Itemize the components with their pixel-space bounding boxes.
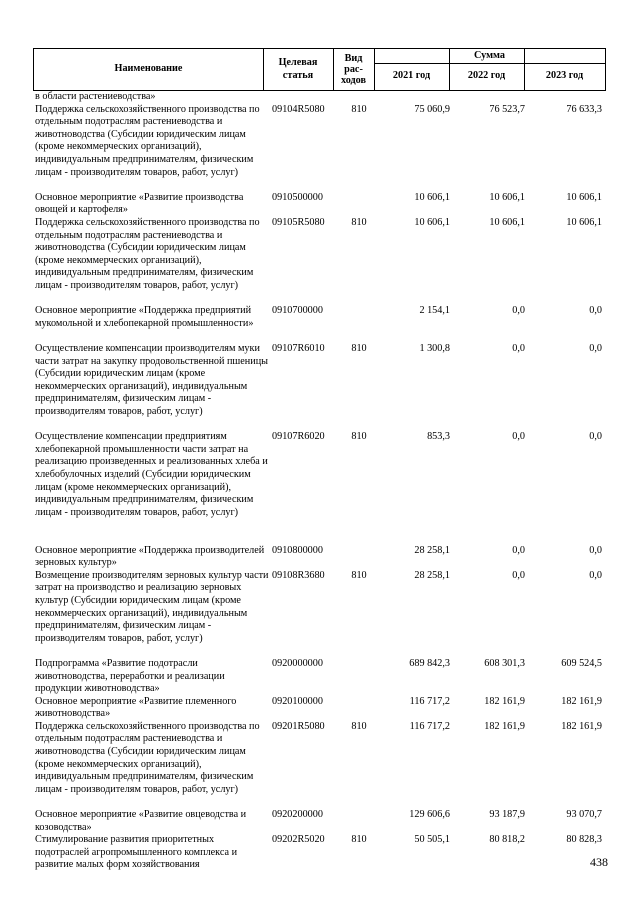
- table-row: [33, 696, 606, 721]
- table-header: [33, 48, 606, 91]
- row-2021: 2 154,1: [419, 305, 450, 317]
- row-2021: 116 717,2: [409, 695, 450, 707]
- row-vid: [339, 696, 379, 721]
- header-vid: Вид рас-ходов: [340, 53, 366, 86]
- row-2021: [379, 91, 454, 104]
- row-code: 0910500000: [272, 191, 323, 203]
- row-name: Основное мероприятие «Поддержка производителей зерновых культур»: [35, 544, 265, 569]
- row-2023: 0,0: [589, 431, 602, 443]
- table-row: [33, 217, 606, 305]
- row-2022: [454, 91, 529, 104]
- row-2023: 182 161,9: [561, 695, 602, 707]
- row-name: в области растениеводства»: [35, 91, 156, 102]
- row-2022: 0,0: [512, 569, 525, 581]
- row-2023: 0,0: [589, 342, 602, 354]
- row-2023: 182 161,9: [561, 720, 602, 732]
- row-vid: [339, 91, 379, 104]
- row-2023: 0,0: [589, 305, 602, 317]
- row-2023: [529, 91, 606, 104]
- row-2023: 0,0: [589, 569, 602, 581]
- row-vid: 810: [351, 569, 367, 581]
- row-code: [269, 91, 339, 104]
- row-2022: 80 818,2: [489, 834, 525, 846]
- row-name: Осуществление компенсации предприятиям хлебопекарной промышленности части затрат на реализацию произведенных и реализованных хлеба и хлебобулочных изделий (Субсидии юридическим лицам (кроме некоммерческих организаций), индивидуальным предпринимателям, физическим лицам - производителям товаров, работ, услуг): [35, 431, 268, 518]
- row-2021: 75 060,9: [414, 103, 450, 115]
- row-vid: [339, 305, 379, 343]
- table-row: [33, 834, 606, 872]
- row-2021: 853,3: [427, 431, 450, 443]
- table-body: [33, 91, 606, 872]
- row-code: 09105R5080: [272, 216, 325, 228]
- row-name: Возмещение производителям зерновых культур части затрат на производство и реализацию зерновых культур (Субсидии юридическим лицам (кроме некоммерческих организаций), индивидуальным предпринимателям, физическим лицам - производителям товаров, работ, услуг): [35, 569, 269, 644]
- row-code: 09108R3680: [272, 569, 325, 581]
- table-row: [33, 431, 606, 544]
- row-name: Основное мероприятие «Развитие овцеводства и козоводства»: [35, 809, 247, 833]
- row-2023: 609 524,5: [561, 657, 602, 669]
- header-2021: 2021 год: [392, 70, 431, 82]
- row-name: Основное мероприятие «Развитие племенного животноводства»: [35, 695, 237, 720]
- row-2021: 28 258,1: [414, 569, 450, 581]
- row-2021: 129 606,6: [409, 809, 450, 821]
- table-row: [33, 192, 606, 217]
- row-2022: 93 187,9: [489, 809, 525, 821]
- row-name: Основное мероприятие «Поддержка предприятий мукомольной и хлебопекарной промышленности»: [35, 305, 254, 329]
- row-code: 0910700000: [272, 305, 323, 317]
- row-2022: 10 606,1: [489, 216, 525, 228]
- row-vid: [339, 545, 379, 570]
- row-2022: 0,0: [512, 342, 525, 354]
- row-2021: 689 842,3: [409, 657, 450, 669]
- row-code: 09107R6010: [272, 342, 325, 354]
- row-2023: 80 828,3: [566, 834, 602, 846]
- table-row: [33, 809, 606, 834]
- row-code: 0920200000: [272, 809, 323, 821]
- row-2022: 182 161,9: [484, 695, 525, 707]
- row-2022: 0,0: [512, 544, 525, 556]
- table-row: [33, 570, 606, 658]
- row-vid: 810: [351, 342, 367, 354]
- header-target: Целевая статья: [278, 56, 318, 81]
- header-2022: 2022 год: [467, 70, 506, 82]
- table-row: [33, 721, 606, 809]
- row-2021: 10 606,1: [414, 216, 450, 228]
- row-2023: 10 606,1: [566, 191, 602, 203]
- row-2022: 76 523,7: [489, 103, 525, 115]
- header-2023: 2023 год: [545, 70, 584, 82]
- row-code: 09201R5080: [272, 720, 325, 732]
- table-row: [33, 91, 606, 104]
- row-vid: 810: [351, 720, 367, 732]
- header-sum: Сумма: [474, 49, 505, 61]
- row-2023: 10 606,1: [566, 216, 602, 228]
- table-row: [33, 343, 606, 431]
- row-name: Подпрограмма «Развитие подотрасли животноводства, переработки и реализации продукции животноводства»: [35, 657, 225, 695]
- row-code: 0920100000: [272, 695, 323, 707]
- row-name: Поддержка сельскохозяйственного производства по отдельным подотраслям растениеводства и животноводства (Субсидии юридическим лицам (кроме некоммерческих организаций), индивидуальным предпринимателям, физическим лицам - производителям товаров, работ, услуг): [35, 720, 260, 795]
- table-row: [33, 305, 606, 343]
- row-2023: 93 070,7: [566, 809, 602, 821]
- row-2022: 608 301,3: [484, 657, 525, 669]
- row-name: Поддержка сельскохозяйственного производства по отдельным подотраслям растениеводства и животноводства (Субсидии юридическим лицам (кроме некоммерческих организаций), индивидуальным предпринимателям, физическим лицам - производителям товаров, работ, услуг): [35, 103, 260, 178]
- header-name: Наименование: [114, 63, 183, 75]
- row-vid: [339, 192, 379, 217]
- row-vid: 810: [351, 834, 367, 846]
- row-vid: 810: [351, 103, 367, 115]
- row-name: Поддержка сельскохозяйственного производства по отдельным подотраслям растениеводства и животноводства (Субсидии юридическим лицам (кроме некоммерческих организаций), индивидуальным предпринимателям, физическим лицам - производителям товаров, работ, услуг): [35, 216, 260, 291]
- table-row: [33, 104, 606, 192]
- row-vid: [339, 809, 379, 834]
- row-code: 09202R5020: [272, 834, 325, 846]
- row-2023: 0,0: [589, 544, 602, 556]
- table-row: [33, 658, 606, 696]
- row-vid: 810: [351, 431, 367, 443]
- row-2021: 28 258,1: [414, 544, 450, 556]
- row-vid: [339, 658, 379, 696]
- row-name: Стимулирование развития приоритетных подотраслей агропромышленного комплекса и развитие малых форм хозяйствования: [35, 834, 238, 871]
- row-2022: 10 606,1: [489, 191, 525, 203]
- row-vid: 810: [351, 216, 367, 228]
- row-2022: 0,0: [512, 305, 525, 317]
- row-2021: 50 505,1: [414, 834, 450, 846]
- row-code: 0910800000: [272, 544, 323, 556]
- row-name: Основное мероприятие «Развитие производства овощей и картофеля»: [35, 191, 244, 216]
- row-2023: 76 633,3: [566, 103, 602, 115]
- page-number: 438: [590, 855, 608, 869]
- row-2022: 182 161,9: [484, 720, 525, 732]
- table-row: [33, 545, 606, 570]
- row-code: 09104R5080: [272, 103, 325, 115]
- row-code: 09107R6020: [272, 431, 325, 443]
- row-name: Осуществление компенсации производителям муки части затрат на закупку продовольственной пшеницы (Субсидии юридическим лицам (кроме некоммерческих организаций), индивидуальным предпринимателям, физическим лицам - производителям товаров, работ, услуг): [35, 342, 269, 417]
- row-code: 0920000000: [272, 657, 323, 669]
- row-2021: 1 300,8: [419, 342, 450, 354]
- row-2022: 0,0: [512, 431, 525, 443]
- row-2021: 116 717,2: [409, 720, 450, 732]
- row-2021: 10 606,1: [414, 191, 450, 203]
